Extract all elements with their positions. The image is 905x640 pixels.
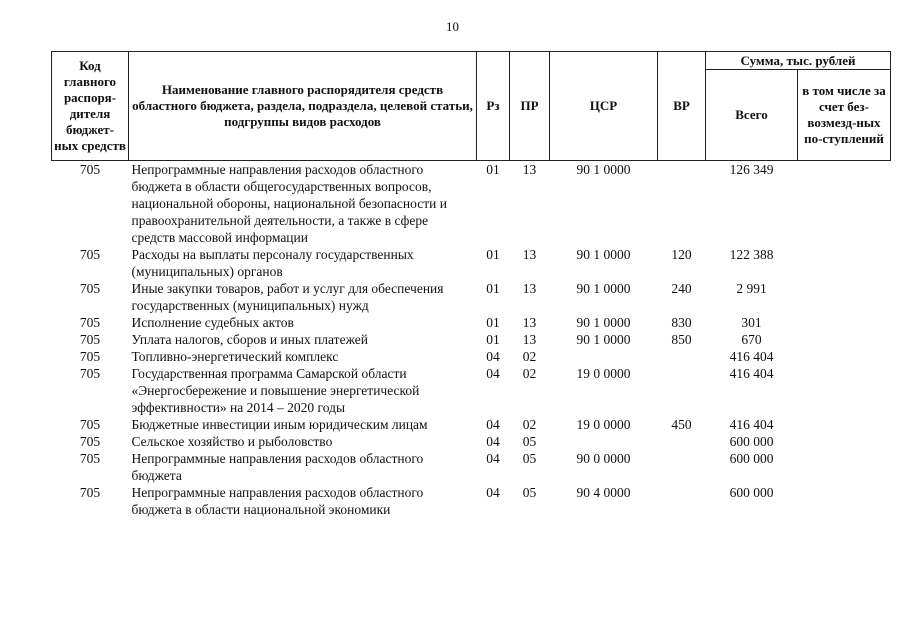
cell-free (798, 365, 891, 416)
table-row (52, 450, 891, 484)
cell-csr: 90 1 0000 (576, 162, 631, 177)
cell-vr (658, 484, 706, 518)
cell-total: 416 404 (729, 417, 774, 432)
cell-csr: 90 4 0000 (576, 485, 631, 500)
cell-name: Непрограммные направления расходов областного бюджета в области общегосударственных вопросов, национальной обороны, национальной безопасности и правоохранительной деятельности, а также в сфере средств массовой информации (131, 162, 447, 245)
cell-pr: 02 (522, 349, 537, 364)
cell-vr: 240 (671, 281, 692, 296)
header-vr: ВР (658, 52, 706, 161)
table-row (52, 331, 891, 348)
cell-free (798, 280, 891, 314)
cell-pr: 05 (522, 485, 537, 500)
cell-csr: 90 1 0000 (576, 315, 631, 330)
table-row (52, 484, 891, 518)
cell-code: 705 (79, 417, 101, 432)
cell-csr: 90 1 0000 (576, 281, 631, 296)
cell-csr: 90 0 0000 (576, 451, 631, 466)
cell-name: Исполнение судебных актов (131, 315, 294, 330)
cell-code: 705 (79, 247, 101, 262)
cell-free (798, 331, 891, 348)
header-total: Всего (706, 70, 798, 161)
cell-code: 705 (79, 451, 101, 466)
cell-vr (658, 348, 706, 365)
cell-csr: 19 0 0000 (576, 366, 631, 381)
cell-name: Топливно-энергетический комплекс (131, 349, 339, 364)
cell-code: 705 (79, 332, 101, 347)
header-code: Код главного распоря-дителя бюджет-ных средств (52, 52, 129, 161)
cell-code: 705 (79, 162, 101, 177)
cell-name: Сельское хозяйство и рыболовство (131, 434, 333, 449)
cell-free (798, 433, 891, 450)
cell-rz: 01 (486, 332, 500, 347)
cell-free (798, 246, 891, 280)
cell-csr: 19 0 0000 (576, 417, 631, 432)
cell-total: 600 000 (729, 434, 774, 449)
cell-code: 705 (79, 281, 101, 296)
cell-free (798, 348, 891, 365)
cell-rz: 04 (486, 451, 500, 466)
table-body (52, 161, 891, 519)
cell-csr (550, 433, 658, 450)
cell-total: 416 404 (729, 349, 774, 364)
cell-pr: 02 (522, 366, 537, 381)
table-row (52, 416, 891, 433)
cell-code: 705 (79, 366, 101, 381)
cell-csr: 90 1 0000 (576, 247, 631, 262)
cell-csr (550, 348, 658, 365)
cell-pr: 13 (522, 281, 537, 296)
cell-rz: 01 (486, 315, 500, 330)
cell-pr: 13 (522, 315, 537, 330)
cell-total: 301 (741, 315, 762, 330)
cell-vr (658, 365, 706, 416)
cell-vr: 850 (671, 332, 692, 347)
cell-vr: 450 (671, 417, 692, 432)
cell-total: 600 000 (729, 485, 774, 500)
cell-pr: 13 (522, 332, 537, 347)
cell-rz: 04 (486, 417, 500, 432)
cell-name: Уплата налогов, сборов и иных платежей (131, 332, 368, 347)
cell-vr (658, 433, 706, 450)
cell-free (798, 161, 891, 247)
cell-code: 705 (79, 315, 101, 330)
cell-rz: 04 (486, 434, 500, 449)
cell-code: 705 (79, 485, 101, 500)
cell-name: Государственная программа Самарской области «Энергосбережение и повышение энергетической эффективности» на 2014 – 2020 годы (131, 366, 420, 415)
table-row (52, 314, 891, 331)
cell-free (798, 450, 891, 484)
cell-csr: 90 1 0000 (576, 332, 631, 347)
cell-name: Непрограммные направления расходов областного бюджета (131, 451, 424, 483)
table-header (52, 52, 891, 161)
cell-total: 670 (741, 332, 762, 347)
cell-rz: 01 (486, 247, 500, 262)
cell-name: Иные закупки товаров, работ и услуг для обеспечения государственных (муниципальных) нужд (131, 281, 444, 313)
cell-vr: 120 (671, 247, 692, 262)
cell-pr: 05 (522, 434, 537, 449)
table-row (52, 246, 891, 280)
cell-name: Непрограммные направления расходов областного бюджета в области национальной экономики (131, 485, 424, 517)
table-row (52, 348, 891, 365)
header-pr: ПР (510, 52, 550, 161)
table-row (52, 365, 891, 416)
cell-pr: 02 (522, 417, 537, 432)
header-free-receipts: в том числе за счет без-возмезд-ных по-ступлений (798, 70, 891, 161)
cell-pr: 05 (522, 451, 537, 466)
cell-vr: 830 (671, 315, 692, 330)
cell-total: 126 349 (729, 162, 774, 177)
table-row (52, 280, 891, 314)
table-row (52, 433, 891, 450)
cell-rz: 01 (486, 281, 500, 296)
header-name: Наименование главного распорядителя средств областного бюджета, раздела, подраздела, целевой статьи, подгруппы видов расходов (129, 52, 477, 161)
page-number: 10 (446, 19, 459, 34)
cell-rz: 04 (486, 485, 500, 500)
cell-code: 705 (79, 434, 101, 449)
cell-total: 416 404 (729, 366, 774, 381)
cell-rz: 01 (486, 162, 500, 177)
cell-name: Бюджетные инвестиции иным юридическим лицам (131, 417, 428, 432)
cell-free (798, 416, 891, 433)
cell-vr (658, 450, 706, 484)
cell-rz: 04 (486, 349, 500, 364)
cell-free (798, 314, 891, 331)
cell-pr: 13 (522, 247, 537, 262)
header-sum-group: Сумма, тыс. рублей (706, 52, 891, 70)
table-row (52, 161, 891, 247)
header-csr: ЦСР (550, 52, 658, 161)
cell-vr (658, 161, 706, 247)
cell-total: 2 991 (736, 281, 767, 296)
cell-name: Расходы на выплаты персоналу государственных (муниципальных) органов (131, 247, 414, 279)
cell-total: 600 000 (729, 451, 774, 466)
cell-code: 705 (79, 349, 101, 364)
cell-pr: 13 (522, 162, 537, 177)
cell-total: 122 388 (729, 247, 774, 262)
cell-free (798, 484, 891, 518)
cell-rz: 04 (486, 366, 500, 381)
budget-table (51, 51, 891, 518)
header-rz: Рз (477, 52, 510, 161)
